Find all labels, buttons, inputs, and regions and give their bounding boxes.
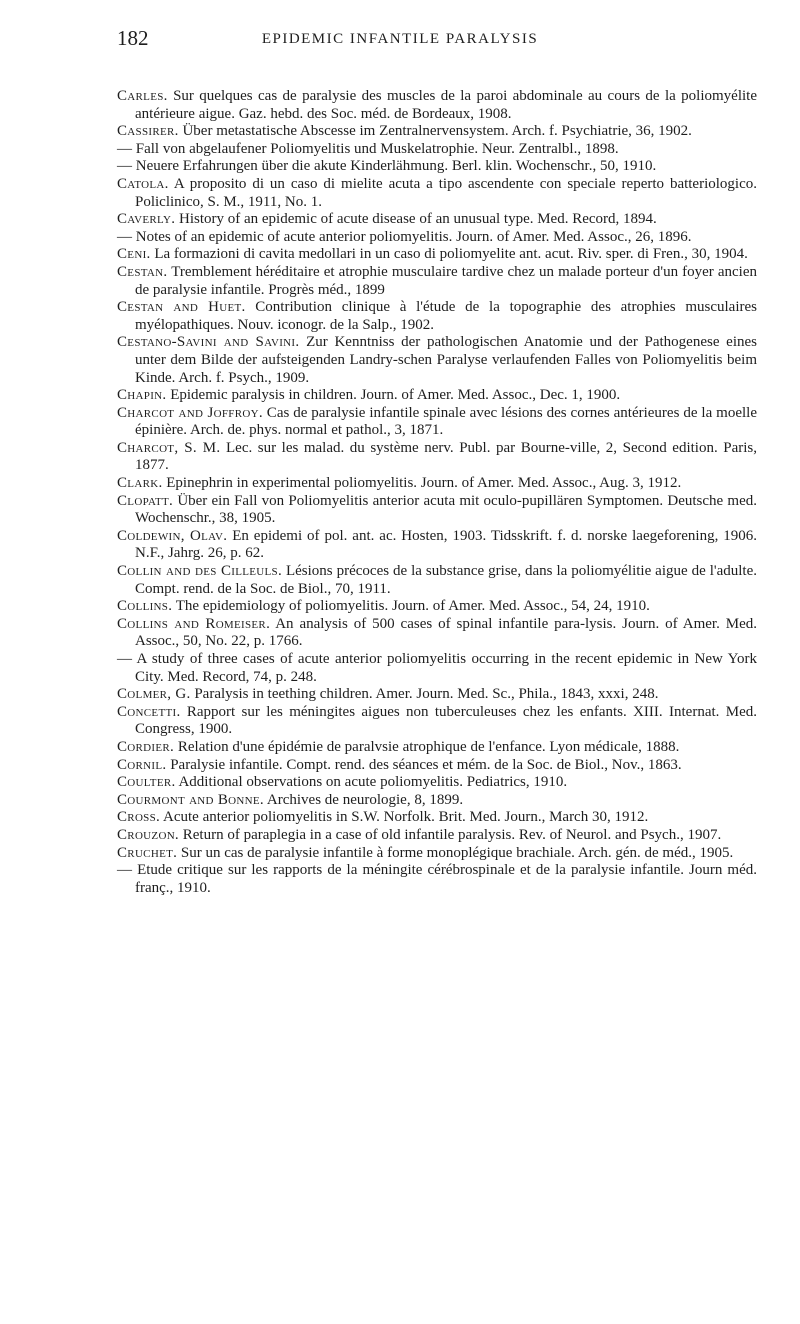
entry-author: Crouzon.	[117, 826, 179, 843]
bibliography-entry	[117, 88, 757, 123]
entry-author: Ceni.	[117, 246, 151, 263]
entry-citation: History of an epidemic of acute disease of an unusual type. Med. Record, 1894.	[175, 211, 657, 228]
entry-citation: Sur un cas de paralysie infantile à forme monoplégique brachiale. Arch. gén. de méd., 1905.	[177, 844, 734, 861]
entry-citation: Tremblement héréditaire et atrophie musculaire tardive chez un malade porteur d'un foyer ancien de paralysie infantile. Progrès méd., 1899	[135, 263, 757, 298]
entry-citation: Paralysie infantile. Compt. rend. des séances et mém. de la Soc. de Biol., Nov., 1863.	[166, 756, 682, 773]
entry-author: Cestan and Huet.	[117, 299, 246, 316]
bibliography-entry	[117, 598, 757, 616]
entry-citation: Zur Kenntniss der pathologischen Anatomie und der Pathogenese eines unter dem Bilde der aufsteigenden Landry-schen Paralyse verlaufenden Falles von Poliomyelitis beim Kinde. Arch. f. Psych., 1909.	[135, 334, 757, 386]
entry-author: Chapin.	[117, 387, 167, 404]
entry-citation: — Etude critique sur les rapports de la méningite cérébrospinale et de la paralysie infantile. Journ méd. franç., 1910.	[117, 862, 757, 896]
entry-citation: — Notes of an epidemic of acute anterior poliomyelitis. Journ. of Amer. Med. Assoc., 26, 1896.	[117, 228, 692, 245]
entry-citation: La formazioni di cavita medollari in un caso di poliomyelite ant. acut. Riv. sper. di Fren., 30, 1904.	[150, 246, 748, 263]
entry-author: Cassirer.	[117, 123, 179, 140]
entry-author: Clark.	[117, 475, 163, 492]
entry-citation: Relation d'une épidémie de paralvsie atrophique de l'enfance. Lyon médicale, 1888.	[174, 738, 680, 755]
entry-citation: Epidemic paralysis in children. Journ. of Amer. Med. Assoc., Dec. 1, 1900.	[166, 387, 621, 404]
entry-citation: Archives de neurologie, 8, 1899.	[263, 791, 464, 808]
bibliography-entry	[117, 211, 757, 229]
entry-citation: A proposito di un caso di mielite acuta a tipo ascendente con speciale reperto batteriologico. Policlinico, S. M., 1911, No. 1.	[135, 175, 757, 210]
entry-author: Cruchet.	[117, 844, 178, 861]
entry-author: Coldewin, Olav.	[117, 527, 228, 544]
bibliography-entry	[117, 334, 757, 387]
entry-author: Cestan.	[117, 263, 168, 280]
entry-citation: En epidemi of pol. ant. ac. Hosten, 1903. Tidsskrift. f. d. norske laegeforening, 1906. N.F., Jahrg. 26, p. 62.	[135, 527, 757, 562]
entry-citation: Paralysis in teething children. Amer. Journ. Med. Sc., Phila., 1843, xxxi, 248.	[190, 686, 659, 703]
entry-author: Charcot and Joffroy.	[117, 404, 263, 421]
entry-author: Catola.	[117, 175, 169, 192]
bibliography-entry	[117, 229, 757, 247]
entry-citation: Additional observations on acute poliomyelitis. Pediatrics, 1910.	[175, 774, 568, 791]
entry-citation: Contribution clinique à l'étude de la topographie des atrophies musculaires myélopathiques. Nouv. iconogr. de la Salp., 1902.	[135, 299, 757, 333]
entry-citation: Lec. sur les malad. du système nerv. Publ. par Bourne-ville, 2, Second edition. Paris, 1877.	[135, 439, 758, 474]
entry-author: Cross.	[117, 809, 161, 826]
running-head: EPIDEMIC INFANTILE PARALYSIS	[261, 31, 539, 47]
bibliography-entry	[117, 774, 757, 792]
entry-citation: Epinephrin in experimental poliomyelitis. Journ. of Amer. Med. Assoc., Aug. 3, 1912.	[162, 475, 682, 492]
entry-citation: — Neuere Erfahrungen über die akute Kinderlähmung. Berl. klin. Wochenschr., 50, 1910.	[117, 158, 657, 175]
bibliography-entry	[117, 299, 757, 334]
entry-citation: Sur quelques cas de paralysie des muscles de la paroi abdominale au cours de la poliomyélite antérieure aigue. Gaz. hebd. des Soc. méd. de Bordeaux, 1908.	[135, 88, 757, 122]
entry-author: Carles.	[117, 88, 168, 104]
entry-author: Colmer, G.	[117, 686, 191, 703]
bibliography-entry	[117, 158, 757, 176]
bibliography-entry	[117, 827, 757, 845]
bibliography-entry	[117, 405, 757, 440]
bibliography-entry	[117, 862, 757, 897]
bibliography-entry	[117, 123, 757, 141]
entry-citation: Über metastatische Abscesse im Zentralnervensystem. Arch. f. Psychiatrie, 36, 1902.	[178, 123, 692, 140]
bibliography-entry	[117, 809, 757, 827]
entry-author: Charcot, S. M.	[117, 439, 221, 456]
entry-citation: — Fall von abgelaufener Poliomyelitis und Muskelatrophie. Neur. Zentralbl., 1898.	[117, 140, 619, 157]
bibliography-entry	[117, 757, 757, 775]
entry-author: Collins.	[117, 598, 173, 615]
entry-author: Cornil.	[117, 756, 167, 773]
bibliography-entry	[117, 264, 757, 299]
entry-author: Clopatt.	[117, 492, 174, 509]
entry-citation: Über ein Fall von Poliomyelitis anterior acuta mit oculo-pupillären Symptomen. Deutsche med. Wochenschr., 38, 1905.	[135, 492, 757, 527]
entry-author: Cordier.	[117, 738, 175, 755]
bibliography-entry	[117, 616, 757, 651]
bibliography-entry	[117, 845, 757, 863]
bibliography-entry	[117, 440, 757, 475]
bibliography-entry	[117, 528, 757, 563]
entry-citation: An analysis of 500 cases of spinal infantile para-lysis. Journ. of Amer. Med. Assoc., 50, No. 22, p. 1766.	[135, 615, 757, 650]
entry-author: Courmont and Bonne.	[117, 791, 264, 808]
entry-citation: Cas de paralysie infantile spinale avec lésions des cornes antérieures de la moelle épinière. Arch. de. phys. normal et pathol., 3, 1871.	[135, 404, 757, 439]
entry-author: Cestano-Savini and Savini.	[117, 334, 300, 351]
bibliography-entry	[117, 387, 757, 405]
bibliography-entry	[117, 493, 757, 528]
bibliography-entry	[117, 704, 757, 739]
entry-author: Collin and des Cilleuls.	[117, 563, 283, 580]
entry-author: Concetti.	[117, 703, 181, 720]
bibliography-entry	[117, 651, 757, 686]
entry-citation: Return of paraplegia in a case of old infantile paralysis. Rev. of Neurol. and Psych., 1907.	[179, 826, 722, 843]
bibliography-entry	[117, 686, 757, 704]
bibliography-entry	[117, 739, 757, 757]
bibliography-list	[117, 88, 757, 897]
bibliography-entry	[117, 563, 757, 598]
entry-author: Coulter.	[117, 774, 176, 791]
bibliography-entry	[117, 141, 757, 159]
entry-citation: Lésions précoces de la substance grise, dans la poliomyélitie aigue de l'adulte. Compt. rend. de la Soc. de Biol., 70, 1911.	[135, 563, 757, 597]
page-number: 182	[117, 26, 149, 50]
bibliography-entry	[117, 475, 757, 493]
bibliography-entry	[117, 176, 757, 211]
entry-author: Caverly.	[117, 211, 176, 228]
entry-citation: — A study of three cases of acute anterior poliomyelitis occurring in the recent epidemic in New York City. Med. Record, 74, p. 248.	[117, 651, 757, 685]
entry-citation: Acute anterior poliomyelitis in S.W. Norfolk. Brit. Med. Journ., March 30, 1912.	[160, 809, 649, 826]
entry-citation: Rapport sur les méningites aigues non tuberculeuses chez les enfants. XIII. Internat. Med. Congress, 1900.	[135, 703, 757, 738]
bibliography-entry	[117, 246, 757, 264]
bibliography-entry	[117, 792, 757, 810]
entry-author: Collins and Romeiser.	[117, 615, 271, 632]
entry-citation: The epidemiology of poliomyelitis. Journ. of Amer. Med. Assoc., 54, 24, 1910.	[172, 598, 650, 615]
